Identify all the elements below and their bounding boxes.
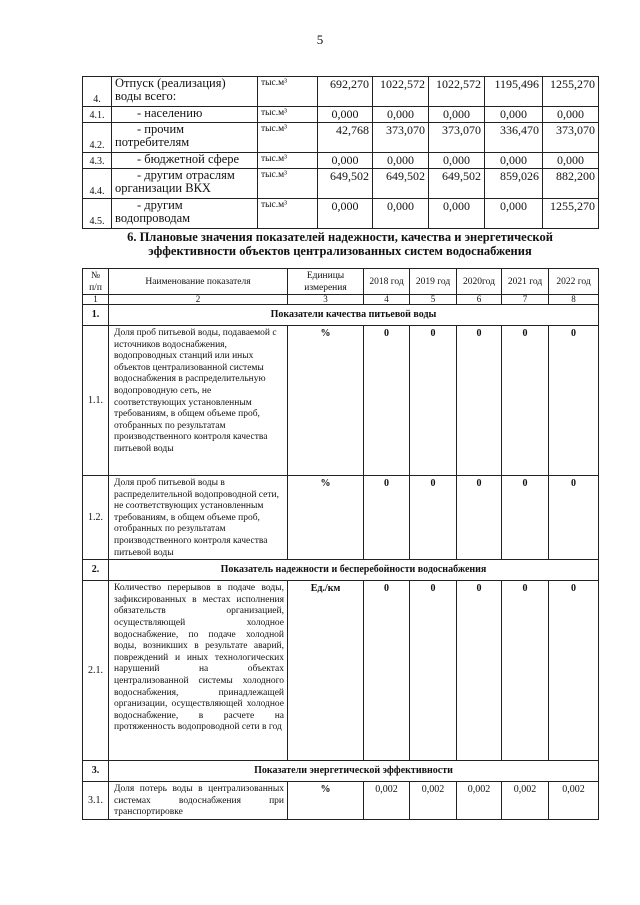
section-number: 3. <box>83 761 109 782</box>
value-cell: 0,000 <box>318 199 373 229</box>
indicator-unit: % <box>288 326 364 476</box>
value-cell: 1255,270 <box>543 199 599 229</box>
section-row <box>83 305 599 326</box>
row-number: 1.2. <box>83 476 109 560</box>
value-cell: 0 <box>410 476 457 560</box>
row-name: Отпуск (реализация) воды всего: <box>112 77 258 107</box>
section-title: Показатели энергетической эффективности <box>109 761 599 782</box>
table-row <box>83 169 599 199</box>
table-row <box>83 153 599 169</box>
section-row <box>83 560 599 581</box>
indicator-name: Доля проб питьевой воды в распределительной водопроводной сети, не соответствующих установленным требованиям, в общем объеме проб, отобранных по результатам производственного контроля качества питьевой воды <box>109 476 288 560</box>
section-number: 1. <box>83 305 109 326</box>
row-number: 4.3. <box>83 153 112 169</box>
value-cell: 0 <box>549 581 599 761</box>
value-cell: 0 <box>364 326 410 476</box>
row-name-text: - населению <box>137 106 203 120</box>
header-num: № п/п <box>83 269 109 295</box>
value-cell: 1022,572 <box>373 77 429 107</box>
column-number-row <box>83 295 599 305</box>
table-row <box>83 77 599 107</box>
value-cell: 0 <box>457 476 502 560</box>
row-number: 4.1. <box>83 107 112 123</box>
header-year: 2018 год <box>364 269 410 295</box>
indicator-unit: % <box>288 782 364 820</box>
column-number: 4 <box>364 295 410 305</box>
value-cell: 649,502 <box>429 169 485 199</box>
value-cell: 0 <box>410 581 457 761</box>
value-cell: 0,000 <box>543 153 599 169</box>
row-unit: тыс.м³ <box>258 107 318 123</box>
value-cell: 0,000 <box>373 107 429 123</box>
table-row <box>83 123 599 153</box>
column-number: 6 <box>457 295 502 305</box>
value-cell: 0,000 <box>429 153 485 169</box>
indicator-name: Доля потерь воды в централизованных системах водоснабжения при транспортировке <box>109 782 288 820</box>
table-row <box>83 199 599 229</box>
value-cell: 0 <box>502 476 549 560</box>
section-title: Показатель надежности и бесперебойности водоснабжения <box>109 560 599 581</box>
column-number: 7 <box>502 295 549 305</box>
value-cell: 373,070 <box>373 123 429 153</box>
row-name: - другим водопроводам <box>112 199 258 229</box>
row-number: 2.1. <box>83 581 109 761</box>
row-name <box>112 107 258 123</box>
row-number: 4.2. <box>83 123 112 153</box>
value-cell: 0 <box>457 581 502 761</box>
value-cell: 0,000 <box>318 153 373 169</box>
value-cell: 0,000 <box>485 153 543 169</box>
column-number: 8 <box>549 295 599 305</box>
header-year: 2019 год <box>410 269 457 295</box>
value-cell: 1255,270 <box>543 77 599 107</box>
value-cell: 0,000 <box>543 107 599 123</box>
value-cell: 0 <box>364 476 410 560</box>
value-cell: 0,000 <box>485 107 543 123</box>
value-cell: 692,270 <box>318 77 373 107</box>
row-number: 4.4. <box>83 169 112 199</box>
header-year: 2020год <box>457 269 502 295</box>
value-cell: 373,070 <box>429 123 485 153</box>
indicator-unit: % <box>288 476 364 560</box>
value-cell: 0,002 <box>410 782 457 820</box>
row-unit: тыс.м³ <box>258 123 318 153</box>
table-header-row <box>83 269 599 295</box>
value-cell: 0,000 <box>318 107 373 123</box>
table-row <box>83 476 599 560</box>
value-cell: 336,470 <box>485 123 543 153</box>
column-number: 2 <box>109 295 288 305</box>
value-cell: 0 <box>502 581 549 761</box>
value-cell: 0 <box>549 326 599 476</box>
value-cell: 0,002 <box>364 782 410 820</box>
column-number: 5 <box>410 295 457 305</box>
row-unit: тыс.м³ <box>258 77 318 107</box>
table-row <box>83 581 599 761</box>
value-cell: 0 <box>502 326 549 476</box>
table-row <box>83 782 599 820</box>
row-number: 1.1. <box>83 326 109 476</box>
section-row <box>83 761 599 782</box>
value-cell: 0,000 <box>485 199 543 229</box>
row-name <box>112 153 258 169</box>
column-number: 3 <box>288 295 364 305</box>
header-year: 2022 год <box>549 269 599 295</box>
value-cell: 0,000 <box>373 199 429 229</box>
value-cell: 649,502 <box>373 169 429 199</box>
value-cell: 1022,572 <box>429 77 485 107</box>
value-cell: 0,002 <box>549 782 599 820</box>
row-unit: тыс.м³ <box>258 153 318 169</box>
indicator-name: Доля проб питьевой воды, подаваемой с источников водоснабжения, водопроводных станций или иных объектов централизованной системы водоснабжения в распределительную водопроводную сеть, не соответствующих установленным требованиям, в общем объеме проб, отобранных по результатам производственного контроля качества питьевой воды <box>109 326 288 476</box>
row-number: 3.1. <box>83 782 109 820</box>
row-unit: тыс.м³ <box>258 169 318 199</box>
value-cell: 0,000 <box>373 153 429 169</box>
value-cell: 0 <box>410 326 457 476</box>
header-year: 2021 год <box>502 269 549 295</box>
indicator-name: Количество перерывов в подаче воды, зафиксированных в местах исполнения обязательств организацией, осуществляющей холодное водоснабжение, по подаче холодной воды, возникших в результате аварий, повреждений и иных технологических нарушений на объектах централизованной системы холодного водоснабжения, принадлежащей организации, осуществляющей холодное водоснабжение, в расчете на протяженность водопроводной сети в год <box>109 581 288 761</box>
value-cell: 882,200 <box>543 169 599 199</box>
row-number: 4. <box>83 77 112 107</box>
value-cell: 0,000 <box>429 199 485 229</box>
value-cell: 0 <box>457 326 502 476</box>
page-number: 5 <box>316 32 324 47</box>
value-cell: 0,002 <box>457 782 502 820</box>
section-heading: 6. Плановые значения показателей надежности, качества и энергетической эффективности объектов централизованных систем водоснабжения <box>127 230 553 258</box>
table-row <box>83 107 599 123</box>
value-cell: 859,026 <box>485 169 543 199</box>
value-cell: 0 <box>549 476 599 560</box>
header-name: Наименование показателя <box>109 269 288 295</box>
row-name: - прочим потребителям <box>112 123 258 153</box>
indicators-table <box>82 268 599 820</box>
value-cell: 649,502 <box>318 169 373 199</box>
row-name: - другим отраслям организации ВКХ <box>112 169 258 199</box>
column-number: 1 <box>83 295 109 305</box>
value-cell: 42,768 <box>318 123 373 153</box>
row-name-text: - бюджетной сфере <box>137 152 240 166</box>
section-number: 2. <box>83 560 109 581</box>
indicator-unit: Ед./км <box>288 581 364 761</box>
value-cell: 373,070 <box>543 123 599 153</box>
row-number: 4.5. <box>83 199 112 229</box>
table-row <box>83 326 599 476</box>
value-cell: 1195,496 <box>485 77 543 107</box>
water-release-table <box>82 76 599 229</box>
value-cell: 0 <box>364 581 410 761</box>
value-cell: 0,000 <box>429 107 485 123</box>
value-cell: 0,002 <box>502 782 549 820</box>
header-unit: Единицы измерения <box>288 269 364 295</box>
section-title: Показатели качества питьевой воды <box>109 305 599 326</box>
row-unit: тыс.м³ <box>258 199 318 229</box>
